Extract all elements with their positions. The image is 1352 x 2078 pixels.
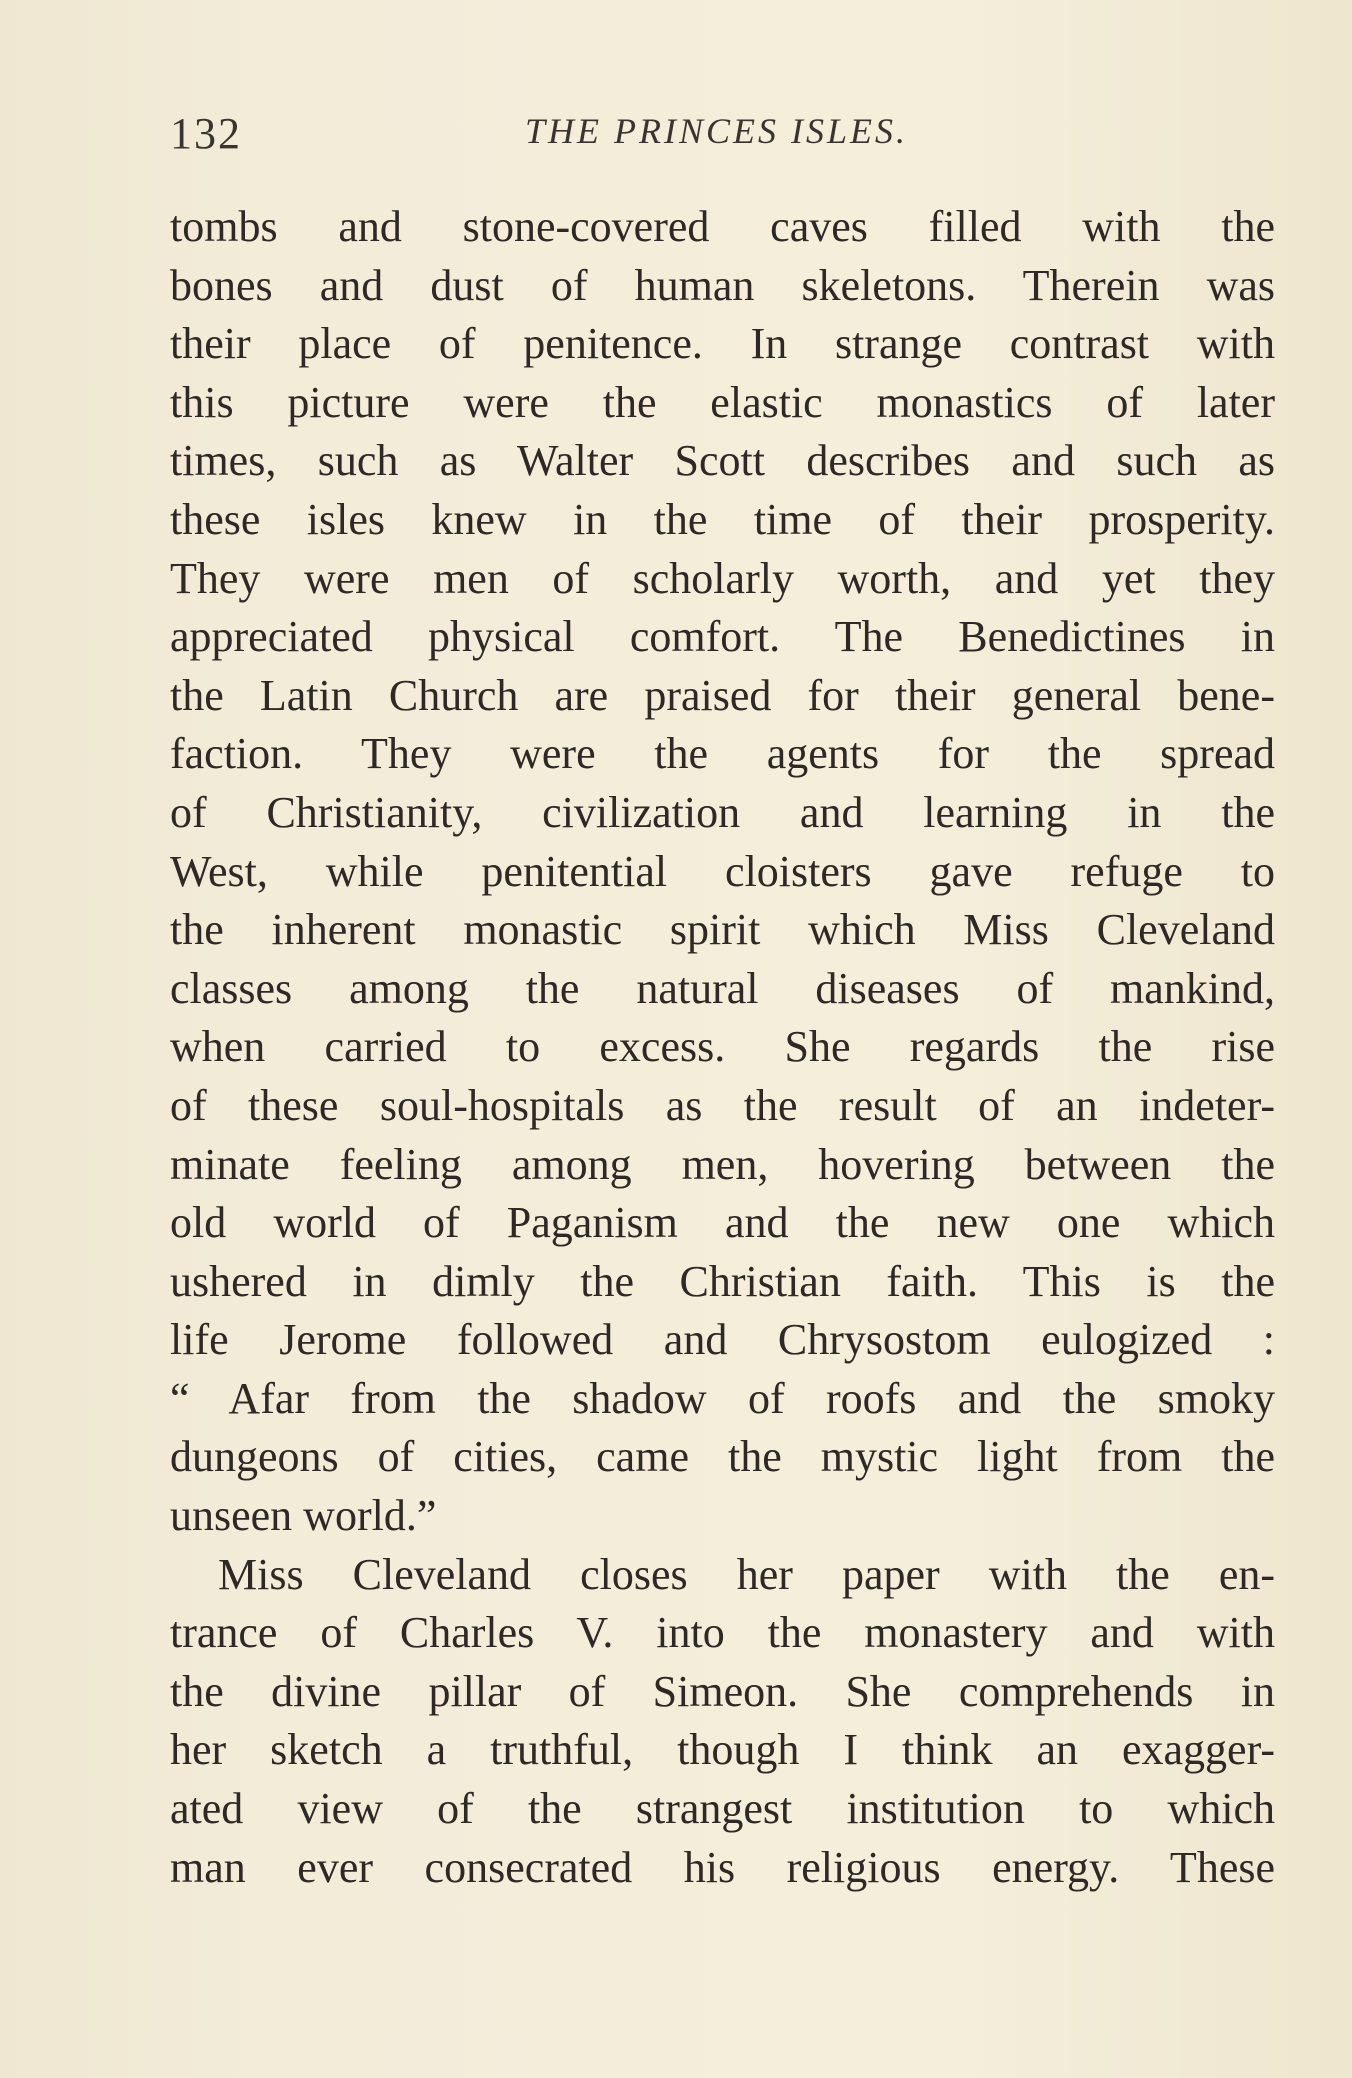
text-line: the divine pillar of Simeon. She comprehends in <box>170 1666 1275 1716</box>
text-line: old world of Paganism and the new one which <box>170 1198 1275 1248</box>
text-line: unseen world.” <box>170 1491 437 1541</box>
text-line: the inherent monastic spirit which Miss Cleveland <box>170 905 1275 955</box>
text-line: “ Afar from the shadow of roofs and the smoky <box>170 1373 1275 1423</box>
page-number: 132 <box>170 109 242 158</box>
text-line: when carried to excess. She regards the rise <box>170 1022 1275 1072</box>
text-line: of Christianity, civilization and learning in the <box>170 787 1275 837</box>
text-line: minate feeling among men, hovering between the <box>170 1139 1275 1189</box>
text-line: her sketch a truthful, though I think an exagger- <box>170 1725 1275 1775</box>
text-line: ated view of the strangest institution to which <box>170 1784 1275 1834</box>
running-title: THE PRINCES ISLES. <box>525 111 908 151</box>
text-line: classes among the natural diseases of mankind, <box>170 963 1275 1013</box>
text-line: trance of Charles V. into the monastery and with <box>170 1608 1275 1658</box>
text-line: tombs and stone-covered caves filled with the <box>170 202 1275 251</box>
text-line: Miss Cleveland closes her paper with the en- <box>218 1549 1275 1599</box>
text-line: these isles knew in the time of their prosperity. <box>170 494 1275 544</box>
text-line: times, such as Walter Scott describes and such as <box>170 436 1275 486</box>
text-line: of these soul-hospitals as the result of an indeter- <box>170 1080 1275 1130</box>
text-line: ushered in dimly the Christian faith. This is the <box>170 1256 1275 1306</box>
text-line: this picture were the elastic monastics of later <box>170 377 1275 427</box>
text-line: appreciated physical comfort. The Benedictines in <box>170 612 1275 662</box>
text-line: their place of penitence. In strange contrast with <box>170 319 1275 369</box>
text-line: faction. They were the agents for the spread <box>170 729 1275 779</box>
text-line: West, while penitential cloisters gave refuge to <box>170 846 1275 896</box>
text-line: They were men of scholarly worth, and yet they <box>170 553 1275 603</box>
text-line: bones and dust of human skeletons. Therein was <box>170 260 1275 310</box>
text-line: life Jerome followed and Chrysostom eulogized : <box>170 1315 1275 1365</box>
text-line: dungeons of cities, came the mystic light from the <box>170 1432 1275 1482</box>
text-line: the Latin Church are praised for their general bene- <box>170 670 1275 720</box>
body-text <box>170 198 1275 1897</box>
text-line: man ever consecrated his religious energy. These <box>170 1842 1275 1892</box>
running-head <box>170 108 1270 168</box>
